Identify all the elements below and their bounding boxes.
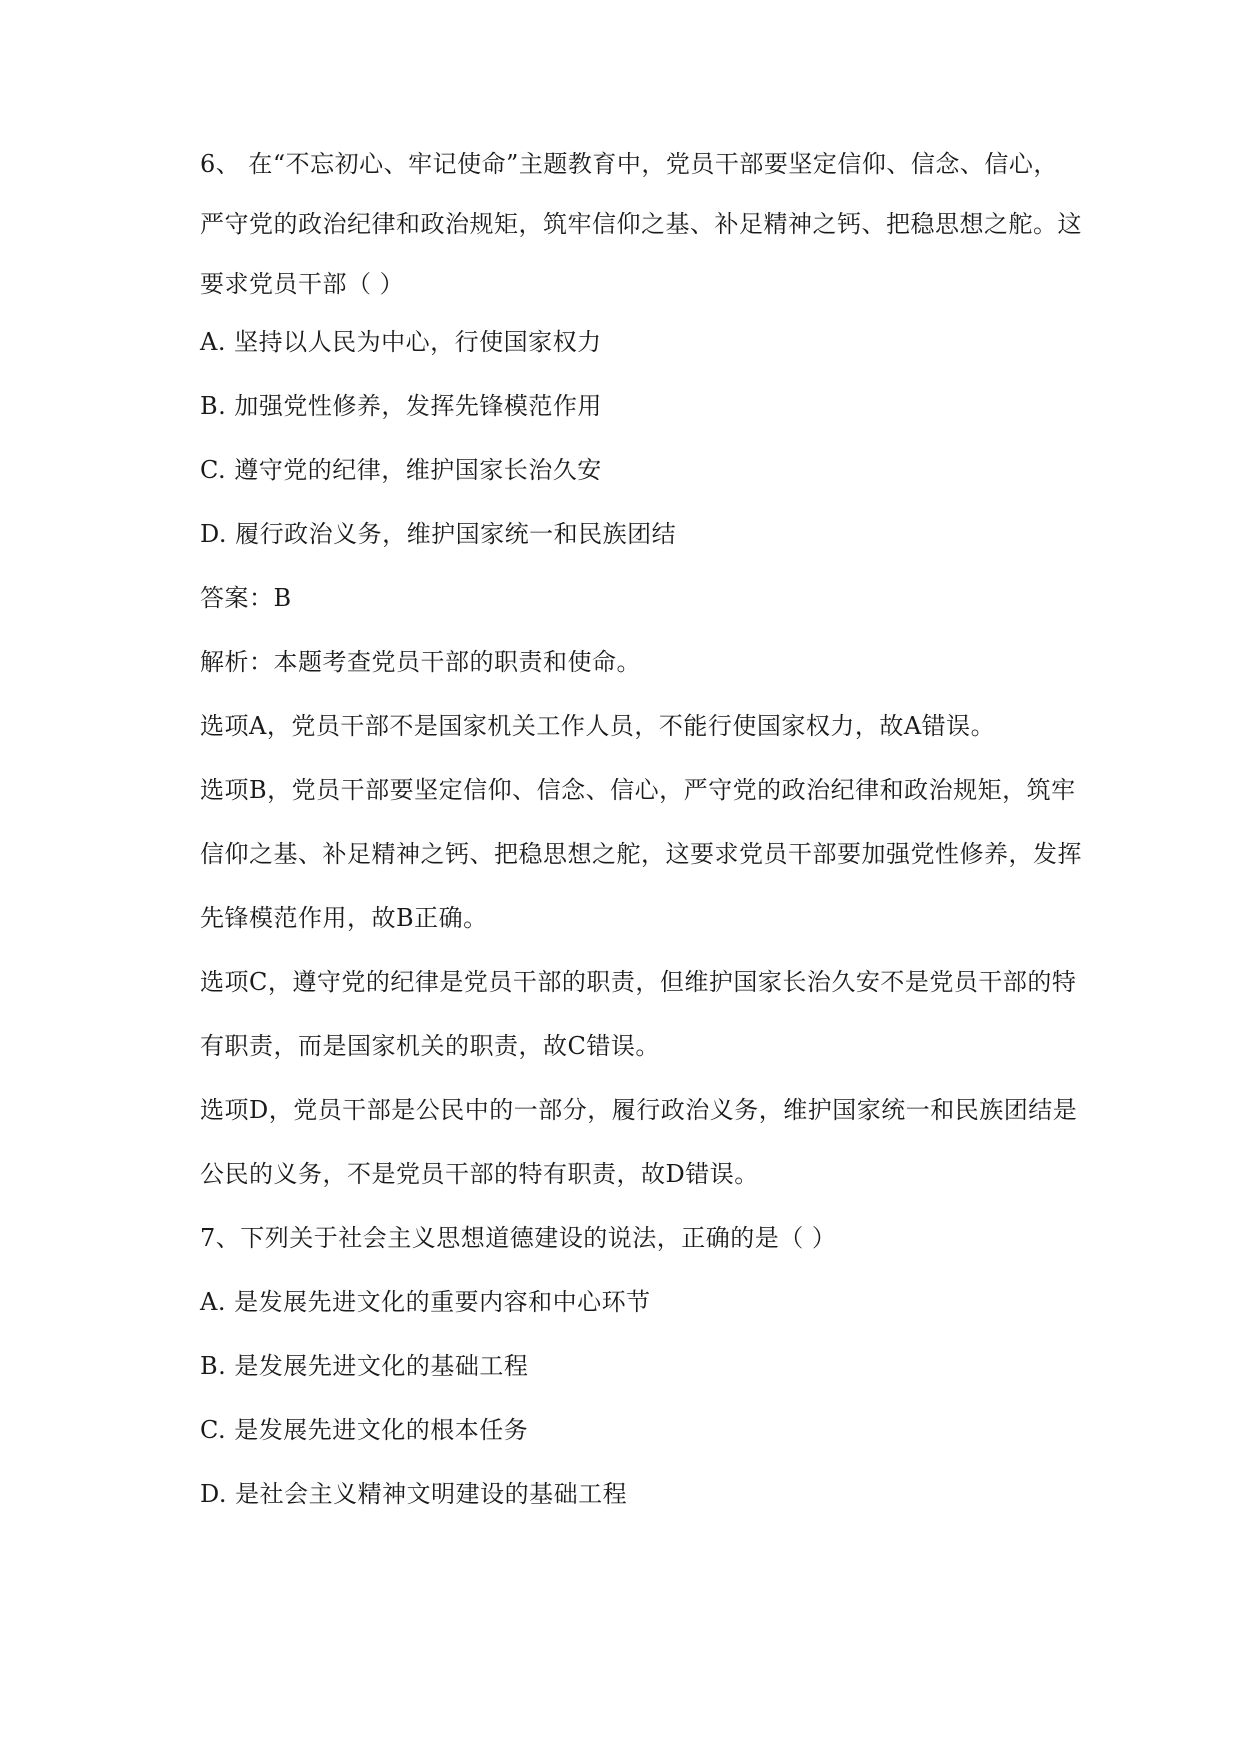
q6-option-d: D. 履行政治义务，维护国家统一和民族团结 [200,520,677,548]
q6-analysis-line-2: 选项A，党员干部不是国家机关工作人员，不能行使国家权力，故A错误。 [200,712,996,740]
q6-option-a: A. 坚持以人民为中心，行使国家权力 [200,328,602,356]
q6-analysis-line-4: 信仰之基、补足精神之钙、把稳思想之舵，这要求党员干部要加强党性修养，发挥 [200,840,1082,868]
q7-option-d: D. 是社会主义精神文明建设的基础工程 [200,1480,628,1508]
q7-option-b: B. 是发展先进文化的基础工程 [200,1352,529,1380]
q7-option-c: C. 是发展先进文化的根本任务 [200,1416,529,1444]
q6-stem-line-1: 6、 在“不忘初心、牢记使命”主题教育中，党员干部要坚定信仰、信念、信心， [200,150,1058,178]
q6-analysis-line-7: 有职责，而是国家机关的职责，故C错误。 [200,1032,660,1060]
q6-analysis-line-8: 选项D，党员干部是公民中的一部分，履行政治义务，维护国家统一和民族团结是 [200,1096,1078,1124]
q7-option-a: A. 是发展先进文化的重要内容和中心环节 [200,1288,651,1316]
q6-analysis-line-9: 公民的义务，不是党员干部的特有职责，故D错误。 [200,1160,759,1188]
q7-stem: 7、下列关于社会主义思想道德建设的说法，正确的是（ ） [200,1224,837,1252]
q6-analysis-line-6: 选项C，遵守党的纪律是党员干部的职责，但维护国家长治久安不是党员干部的特 [200,968,1077,996]
q6-option-b: B. 加强党性修养，发挥先锋模范作用 [200,392,602,420]
q6-analysis-line-5: 先锋模范作用，故B正确。 [200,904,488,932]
q6-stem-line-2: 严守党的政治纪律和政治规矩，筑牢信仰之基、补足精神之钙、把稳思想之舵。这 [200,210,1082,238]
q6-option-c: C. 遵守党的纪律，维护国家长治久安 [200,456,602,484]
q6-analysis-line-1: 解析：本题考查党员干部的职责和使命。 [200,648,641,676]
q6-stem-line-3: 要求党员干部（ ） [200,270,405,298]
q6-analysis-line-3: 选项B，党员干部要坚定信仰、信念、信心，严守党的政治纪律和政治规矩，筑牢 [200,776,1076,804]
q6-answer: 答案：B [200,584,292,612]
